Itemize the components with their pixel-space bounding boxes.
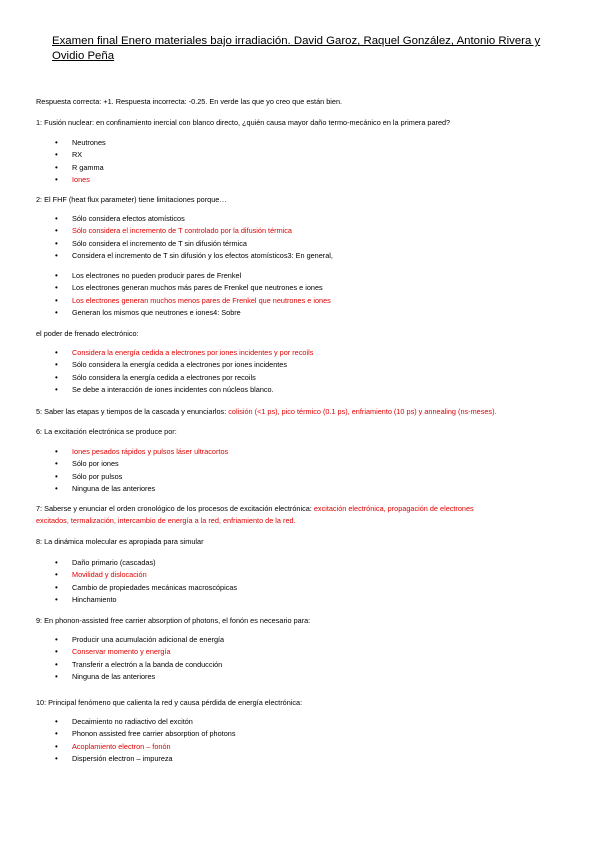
list-item: • Hinchamiento xyxy=(52,594,237,606)
list-item: • Los electrones generan muchos más pares de Frenkel que neutrones e iones xyxy=(52,282,331,294)
list-item: • Ninguna de las anteriores xyxy=(52,671,224,683)
question-5-answer: colisión (<1 ps), pico térmico (0.1 ps), enfriamiento (10 ps) y annealing (ns-meses). xyxy=(228,407,497,416)
list-item: • Decaimiento no radiactivo del excitón xyxy=(52,716,235,728)
list-item-answer: • Acoplamiento electron – fonón xyxy=(52,741,235,753)
list-item: • Sólo por iones xyxy=(52,458,228,470)
intro-text: Respuesta correcta: +1. Respuesta incorrecta: -0.25. En verde las que yo creo que están bien. xyxy=(36,97,343,106)
question-10-options xyxy=(52,716,235,766)
document-title: Examen final Enero materiales bajo irradiación. David Garoz, Raquel González, Antonio Rivera y Ovidio Peña xyxy=(52,35,541,62)
list-item: • Los electrones no pueden producir pares de Frenkel xyxy=(52,270,331,282)
list-item: • Cambio de propiedades mecánicas macroscópicas xyxy=(52,582,237,594)
list-item: • Phonon assisted free carrier absorption of photons xyxy=(52,728,235,740)
list-item-answer: • Considera la energía cedida a electrones por iones incidentes y por recoils xyxy=(52,347,313,359)
question-7-answer-1: excitación electrónica, propagación de electrones xyxy=(313,504,474,513)
list-item: • Sólo considera efectos atomísticos xyxy=(52,213,333,225)
list-item: • Transferir a electrón a la banda de conducción xyxy=(52,659,224,671)
list-item: • Daño primario (cascadas) xyxy=(52,557,237,569)
question-3-options xyxy=(52,270,331,320)
question-6-options xyxy=(52,446,228,496)
question-10: 10: Principal fenómeno que calienta la red y causa pérdida de energía electrónica: xyxy=(36,698,303,707)
question-2: 2: El FHF (heat flux parameter) tiene limitaciones porque… xyxy=(36,195,227,204)
list-item-answer: • Iones pesados rápidos y pulsos láser ultracortos xyxy=(52,446,228,458)
question-7-text: 7: Saberse y enunciar el orden cronológico de los procesos de excitación electrónica: xyxy=(36,504,314,513)
list-item: • Dispersión electron – impureza xyxy=(52,753,235,765)
list-item: • Se debe a interacción de iones incidentes con núcleos blanco. xyxy=(52,384,313,396)
question-8: 8: La dinámica molecular es apropiada para simular xyxy=(36,537,204,546)
list-item: • R gamma xyxy=(52,162,106,174)
list-item-answer: • Sólo considera el incremento de T controlado por la difusión térmica xyxy=(52,225,333,237)
list-item: • Sólo por pulsos xyxy=(52,471,228,483)
list-item: • Producir una acumulación adicional de energía xyxy=(52,634,224,646)
list-item: • Sólo considera el incremento de T sin difusión térmica xyxy=(52,238,333,250)
question-4: el poder de frenado electrónico: xyxy=(36,329,139,338)
question-1: 1: Fusión nuclear: en confinamiento inercial con blanco directo, ¿quién causa mayor daño termo-mecánico en la primera pared? xyxy=(36,118,451,127)
question-9-options xyxy=(52,634,224,684)
list-item: • Sólo considera la energía cedida a electrones por iones incidentes xyxy=(52,359,313,371)
question-8-options xyxy=(52,557,237,607)
question-7 xyxy=(36,503,576,527)
list-item-answer: • Movilidad y dislocación xyxy=(52,569,237,581)
question-5-text: 5: Saber las etapas y tiempos de la cascada y enunciarlos: xyxy=(36,407,229,416)
question-9: 9: En phonon-assisted free carrier absorption of photons, el fonón es necesario para: xyxy=(36,616,311,625)
question-4-options xyxy=(52,347,313,397)
question-7-answer-2: excitados, termalización, intercambio de energía a la red, enfriamiento de la red. xyxy=(36,516,296,525)
list-item: • Generan los mismos que neutrones e iones4: Sobre xyxy=(52,307,331,319)
list-item-answer: • Conservar momento y energía xyxy=(52,646,224,658)
list-item: • Considera el incremento de T sin difusión y los efectos atomísticos3: En general, xyxy=(52,250,333,262)
list-item-answer: • Iones xyxy=(52,174,106,186)
list-item-answer: • Los electrones generan muchos menos pares de Frenkel que neutrones e iones xyxy=(52,295,331,307)
question-6: 6: La excitación electrónica se produce por: xyxy=(36,427,177,436)
list-item: • Ninguna de las anteriores xyxy=(52,483,228,495)
question-5 xyxy=(36,406,576,417)
list-item: • Neutrones xyxy=(52,137,106,149)
list-item: • RX xyxy=(52,149,106,161)
question-1-options xyxy=(52,137,106,187)
question-2-options xyxy=(52,213,333,263)
list-item: • Sólo considera la energía cedida a electrones por recoils xyxy=(52,372,313,384)
